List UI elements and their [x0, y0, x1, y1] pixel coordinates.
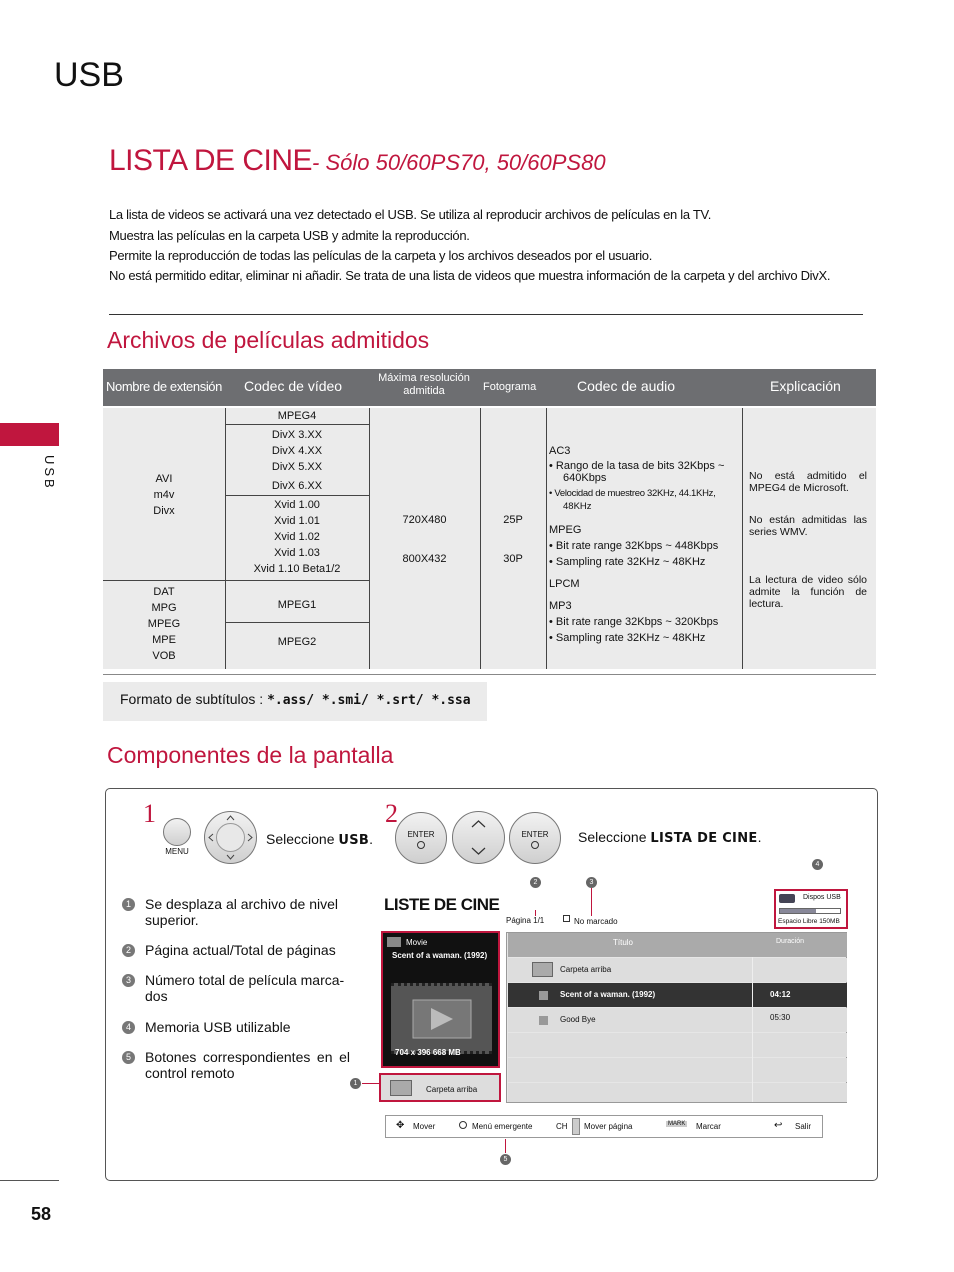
subtitle-formats — [103, 682, 487, 721]
col-divider — [546, 408, 547, 669]
ext-item: Divx — [153, 505, 175, 517]
col-video-codec: Codec de vídeo — [244, 378, 343, 394]
subtitle-value: *.ass/ *.smi/ *.srt/ *.ssa — [267, 693, 471, 708]
movie-thumbnail-panel — [381, 931, 500, 1068]
list-item[interactable] — [508, 958, 847, 982]
list-item-selected[interactable] — [508, 983, 847, 1007]
step2-period: . — [757, 829, 762, 845]
row-divider — [103, 580, 369, 581]
pointer-line — [362, 1083, 379, 1084]
ext-item: MPE — [152, 634, 176, 646]
mark-key: MARK — [668, 1121, 686, 1127]
page-title-main: LISTA DE CINE — [109, 144, 313, 177]
step2-value: LISTA DE CINE — [650, 831, 758, 846]
bar-move: Mover — [413, 1122, 436, 1131]
intro-text — [109, 205, 871, 284]
ext-group-1 — [103, 471, 225, 519]
nav-arrows-icon — [204, 811, 257, 864]
item-duration: 05:30 — [770, 1013, 791, 1022]
enter-dot-icon — [459, 1121, 467, 1129]
pointer-line — [505, 1139, 506, 1153]
menu-button — [163, 818, 191, 846]
formats-table — [103, 408, 876, 669]
ext-item: AVI — [155, 473, 173, 485]
badge: 3 — [586, 877, 597, 888]
subtitle-label: Formato de subtítulos : — [120, 691, 268, 707]
legend-number: 2 — [122, 944, 135, 957]
bar-ch: CH — [556, 1122, 568, 1131]
item-name: Carpeta arriba — [560, 965, 612, 974]
list-header — [508, 933, 847, 957]
free-space-label: Espacio Libre 150MB — [778, 918, 840, 925]
audio-mpeg: MPEG — [549, 524, 582, 536]
page-title-sub: - Sólo 50/60PS70, 50/60PS80 — [312, 150, 606, 175]
framerate-2: 30P — [503, 553, 523, 565]
thumbnail-frame — [391, 983, 492, 1054]
bar-mark: Marcar — [696, 1122, 721, 1131]
pointer-line — [591, 888, 592, 916]
audio-mp3: MP3 — [549, 600, 572, 612]
audio-ac3-sampling: • Velocidad de muestreo 32KHz, 44.1KHz, — [549, 488, 716, 499]
column-divider — [752, 957, 753, 1102]
audio-ac3-bitrate: • Rango de la tasa de bits 32Kbps ~ — [549, 460, 725, 472]
page-number-rule — [0, 1180, 59, 1181]
badge: 4 — [812, 859, 823, 870]
col-explanation: Explicación — [770, 378, 841, 394]
ext-item: DAT — [153, 586, 175, 598]
step1-instruction — [266, 831, 373, 848]
enter-button — [395, 812, 447, 864]
audio-mp3-sampling: • Sampling rate 32KHz ~ 48KHz — [549, 632, 706, 644]
folder-up-icon — [390, 1080, 412, 1096]
usb-memory-box — [774, 889, 848, 929]
move-icon: ✥ — [396, 1120, 405, 1131]
movie-list — [506, 932, 847, 1103]
codec-item: Xvid 1.03 — [274, 547, 320, 559]
codec-mpeg4: MPEG4 — [277, 410, 317, 422]
menu-button-label: MENU — [165, 847, 189, 856]
page-number: 58 — [31, 1204, 52, 1224]
col-duration: Duración — [776, 938, 805, 945]
ext-item: m4v — [153, 489, 175, 501]
intro-line: Permite la reproducción de todas las películas de la carpeta y los archivos deseados por el usuario. — [109, 248, 653, 263]
step2-instruction — [578, 829, 761, 846]
audio-mp3-bitrate: • Bit rate range 32Kbps ~ 320Kbps — [549, 616, 719, 628]
step1-prefix: Seleccione — [266, 831, 339, 847]
resolution-2: 800X432 — [402, 553, 447, 565]
col-framerate: Fotograma — [483, 381, 537, 393]
components-heading: Componentes de la pantalla — [107, 742, 394, 768]
bar-move-page: Mover página — [584, 1122, 633, 1131]
thumb-category: Movie — [406, 938, 428, 947]
explanation-2: No están admitidas las series WMV. — [749, 514, 867, 538]
remote-button-bar — [385, 1115, 823, 1138]
up-folder-button[interactable] — [379, 1073, 501, 1102]
side-tab-marker — [0, 423, 59, 446]
codec-item: Xvid 1.10 Beta1/2 — [253, 563, 341, 575]
nav-pad — [452, 811, 505, 864]
legend-number: 1 — [122, 898, 135, 911]
checkbox-icon — [563, 915, 570, 922]
row-divider — [225, 495, 369, 496]
step1-value: USB — [338, 833, 370, 848]
badge: 1 — [350, 1078, 361, 1089]
legend-number: 5 — [122, 1051, 135, 1064]
legend-text: Página actual/Total de páginas — [145, 942, 336, 958]
col-audio-codec: Codec de audio — [577, 378, 676, 394]
ext-item: MPEG — [147, 618, 181, 630]
ext-item: MPG — [151, 602, 177, 614]
legend-number: 3 — [122, 974, 135, 987]
intro-line: La lista de videos se activará una vez detectado el USB. Se utiliza al reproducir archivos de películas en la TV. — [109, 207, 712, 222]
enter-button-label: ENTER — [521, 830, 549, 839]
codec-divx — [225, 427, 369, 475]
bar-exit: Salir — [795, 1122, 812, 1131]
legend-text: Memoria USB utilizable — [145, 1019, 291, 1035]
section-header: USB — [54, 56, 124, 94]
ch-updown-icon — [572, 1118, 580, 1135]
table-bottom-rule — [103, 674, 876, 675]
side-tab-label: USB — [42, 455, 57, 491]
codec-item: Xvid 1.00 — [274, 499, 320, 511]
codec-item: DivX 4.XX — [271, 445, 323, 457]
col-divider — [369, 408, 370, 669]
up-folder-label: Carpeta arriba — [426, 1085, 478, 1094]
divider — [109, 314, 863, 315]
legend-text: Se desplaza al archivo de nivel superior. — [145, 896, 339, 928]
list-item[interactable] — [508, 1008, 847, 1032]
enter-button — [509, 812, 561, 864]
screen-title: LISTE DE CINE — [384, 895, 500, 914]
step-number: 1 — [143, 799, 156, 828]
codec-item: DivX 5.XX — [271, 461, 323, 473]
usb-space-fill — [780, 909, 816, 913]
audio-mpeg-sampling: • Sampling rate 32KHz ~ 48KHz — [549, 556, 706, 568]
resolution-1: 720X480 — [402, 514, 447, 526]
codec-item: Xvid 1.01 — [274, 515, 320, 527]
usb-space-bar — [779, 908, 841, 914]
thumb-info: 704 x 396 668 MB — [395, 1048, 461, 1057]
intro-line: No está permitido editar, eliminar ni añadir. Se trata de una lista de videos que muestra información de la carpeta y del archivo DivX. — [109, 267, 831, 283]
page-title — [109, 144, 606, 178]
audio-mpeg-bitrate: • Bit rate range 32Kbps ~ 448Kbps — [549, 540, 719, 552]
enter-dot-icon — [531, 841, 539, 849]
audio-ac3-bitrate-cont: 640Kbps — [563, 472, 607, 484]
item-duration: 04:12 — [770, 990, 791, 999]
codec-mpeg1: MPEG1 — [277, 599, 317, 611]
col-divider — [742, 408, 743, 669]
supported-heading: Archivos de películas admitidos — [107, 327, 430, 353]
thumb-title: Scent of a waman. (1992) — [392, 951, 488, 960]
checkbox-icon — [539, 991, 548, 1000]
legend-number: 4 — [122, 1021, 135, 1034]
step1-period: . — [369, 831, 374, 847]
col-resolution: Máxima resolución admitida — [378, 372, 470, 397]
badge: 5 — [500, 1154, 511, 1165]
row-divider — [225, 622, 369, 623]
checkbox-icon — [539, 1016, 548, 1025]
nav-arrows-icon — [452, 811, 505, 864]
item-name: Good Bye — [560, 1015, 596, 1024]
list-item-empty — [508, 1058, 847, 1082]
list-item-empty — [508, 1033, 847, 1057]
step2-prefix: Seleccione — [578, 829, 651, 845]
exit-icon: ↩ — [774, 1120, 783, 1131]
step-number: 2 — [385, 799, 398, 828]
codec-xvid — [225, 497, 369, 577]
audio-ac3-sampling-cont: 48KHz — [563, 501, 592, 512]
usb-icon — [779, 894, 795, 903]
ext-item: VOB — [152, 650, 176, 662]
item-name: Scent of a waman. (1992) — [560, 990, 656, 999]
movie-icon — [387, 937, 401, 947]
badge: 2 — [530, 877, 541, 888]
pointer-line — [535, 910, 536, 916]
film-play-icon — [391, 986, 492, 1051]
usb-device-label: Dispos USB — [803, 894, 841, 901]
audio-lpcm: LPCM — [549, 578, 580, 590]
nav-pad — [204, 811, 257, 864]
page-indicator: Página 1/1 — [506, 916, 545, 925]
codec-item: DivX 3.XX — [271, 429, 323, 441]
audio-ac3: AC3 — [549, 445, 571, 457]
marked-count: No marcado — [574, 917, 618, 926]
codec-item: Xvid 1.02 — [274, 531, 320, 543]
col-divider — [480, 408, 481, 669]
col-title: Título — [613, 938, 634, 947]
enter-button-label: ENTER — [407, 830, 435, 839]
intro-line: Muestra las películas en la carpeta USB y admite la reproducción. — [109, 227, 470, 243]
row-divider — [225, 424, 369, 425]
col-extension: Nombre de extensión — [106, 379, 222, 394]
explanation-1: No está admitido el MPEG4 de Microsoft. — [749, 470, 867, 494]
legend-text: Botones correspondientes en el control remoto — [145, 1049, 350, 1081]
codec-mpeg2: MPEG2 — [277, 636, 317, 648]
codec-divx6: DivX 6.XX — [271, 480, 323, 492]
bar-popup: Menú emergente — [472, 1122, 533, 1131]
explanation-3: La lectura de video sólo admite la función de lectura. — [749, 574, 867, 610]
enter-dot-icon — [417, 841, 425, 849]
framerate-1: 25P — [503, 514, 523, 526]
ext-group-2 — [103, 584, 225, 664]
legend-text: Número total de película marca-dos — [145, 972, 345, 1004]
folder-up-icon — [532, 962, 553, 977]
list-item-empty — [508, 1083, 847, 1102]
table-header — [103, 369, 876, 406]
